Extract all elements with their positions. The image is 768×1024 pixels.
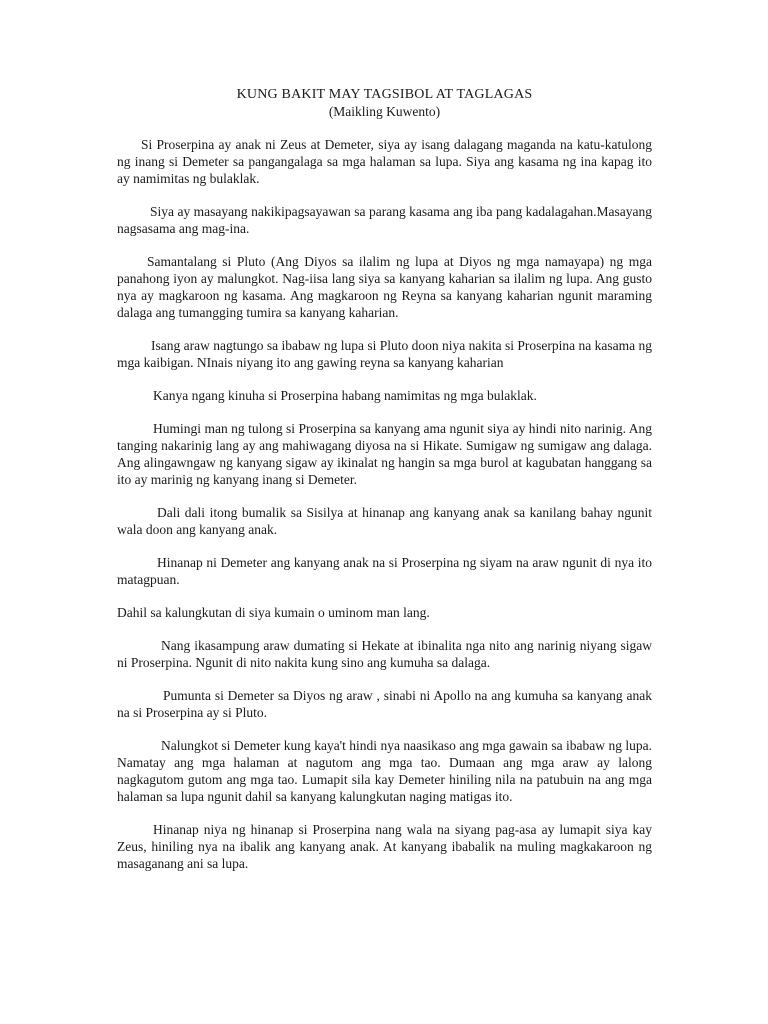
paragraph: Samantalang si Pluto (Ang Diyos sa ilalim ng lupa at Diyos ng mga namayapa) ng mga panahong iyon ay malungkot. Nag-iisa lang siya sa kanyang kaharian sa ilalim ng lupa. Ang gusto nya ay magkaroon ng kasama. Ang magkaroon ng Reyna sa kanyang kaharian ngunit maraming dalaga ang tumangging tumira sa kanyang kaharian. <box>117 254 652 320</box>
paragraph: Hinanap ni Demeter ang kanyang anak na si Proserpina ng siyam na araw ngunit di nya ito matagpuan. <box>117 555 652 587</box>
paragraph: Isang araw nagtungo sa ibabaw ng lupa si Pluto doon niya nakita si Proserpina na kasama ng mga kaibigan. NInais niyang ito ang gawing reyna sa kanyang kaharian <box>117 338 652 370</box>
paragraph: Siya ay masayang nakikipagsayawan sa parang kasama ang iba pang kadalagahan.Masayang nagsasama ang mag-ina. <box>117 204 652 236</box>
paragraph: Kanya ngang kinuha si Proserpina habang namimitas ng mga bulaklak. <box>153 388 537 403</box>
paragraph: Nalungkot si Demeter kung kaya't hindi nya naasikaso ang mga gawain sa ibabaw ng lupa. Namatay ang mga halaman at nagutom ang mga tao. Dumaan ang mga araw ay lalong nagkagutom gutom ang mga tao. Lumapit sila kay Demeter hiniling nila na patubuin na ang mga halaman sa lupa ngunit dahil sa kanyang kalungkutan naging matigas ito. <box>117 738 652 804</box>
paragraph: Nang ikasampung araw dumating si Hekate at ibinalita nga nito ang narinig niyang sigaw ni Proserpina. Ngunit di nito nakita kung sino ang kumuha sa dalaga. <box>117 638 652 670</box>
paragraph: Pumunta si Demeter sa Diyos ng araw , sinabi ni Apollo na ang kumuha sa kanyang anak na si Proserpina ay si Pluto. <box>117 688 652 720</box>
document-body <box>117 86 652 888</box>
document-subtitle: (Maikling Kuwento) <box>328 104 441 119</box>
paragraph: Hinanap niya ng hinanap si Proserpina nang wala na siyang pag-asa ay lumapit siya kay Zeus, hiniling nya na ibalik ang kanyang anak. At kanyang ibabalik na muling magkakaroon ng masaganang ani sa lupa. <box>117 822 652 871</box>
document-title: KUNG BAKIT MAY TAGSIBOL AT TAGLAGAS <box>236 87 533 102</box>
paragraph: Dahil sa kalungkutan di siya kumain o uminom man lang. <box>117 605 430 620</box>
paragraph: Humingi man ng tulong si Proserpina sa kanyang ama ngunit siya ay hindi nito narinig. Ang tanging nakarinig lang ay ang mahiwagang diyosa na si Hikate. Sumigaw ng sumigaw ang dalaga. Ang alingawngaw ng kanyang sigaw ay ikinalat ng hangin sa mga burol at kagubatan hanggang sa ito ay marinig ng kanyang inang si Demeter. <box>117 421 652 487</box>
paragraph: Dali dali itong bumalik sa Sisilya at hinanap ang kanyang anak sa kanilang bahay ngunit wala doon ang kanyang anak. <box>117 505 652 537</box>
paragraph: Si Proserpina ay anak ni Zeus at Demeter, siya ay isang dalagang maganda na katu-katulong ng inang si Demeter sa pangangalaga sa mga halaman sa lupa. Siya ang kasama ng ina kapag ito ay namimitas ng bulaklak. <box>117 137 652 186</box>
